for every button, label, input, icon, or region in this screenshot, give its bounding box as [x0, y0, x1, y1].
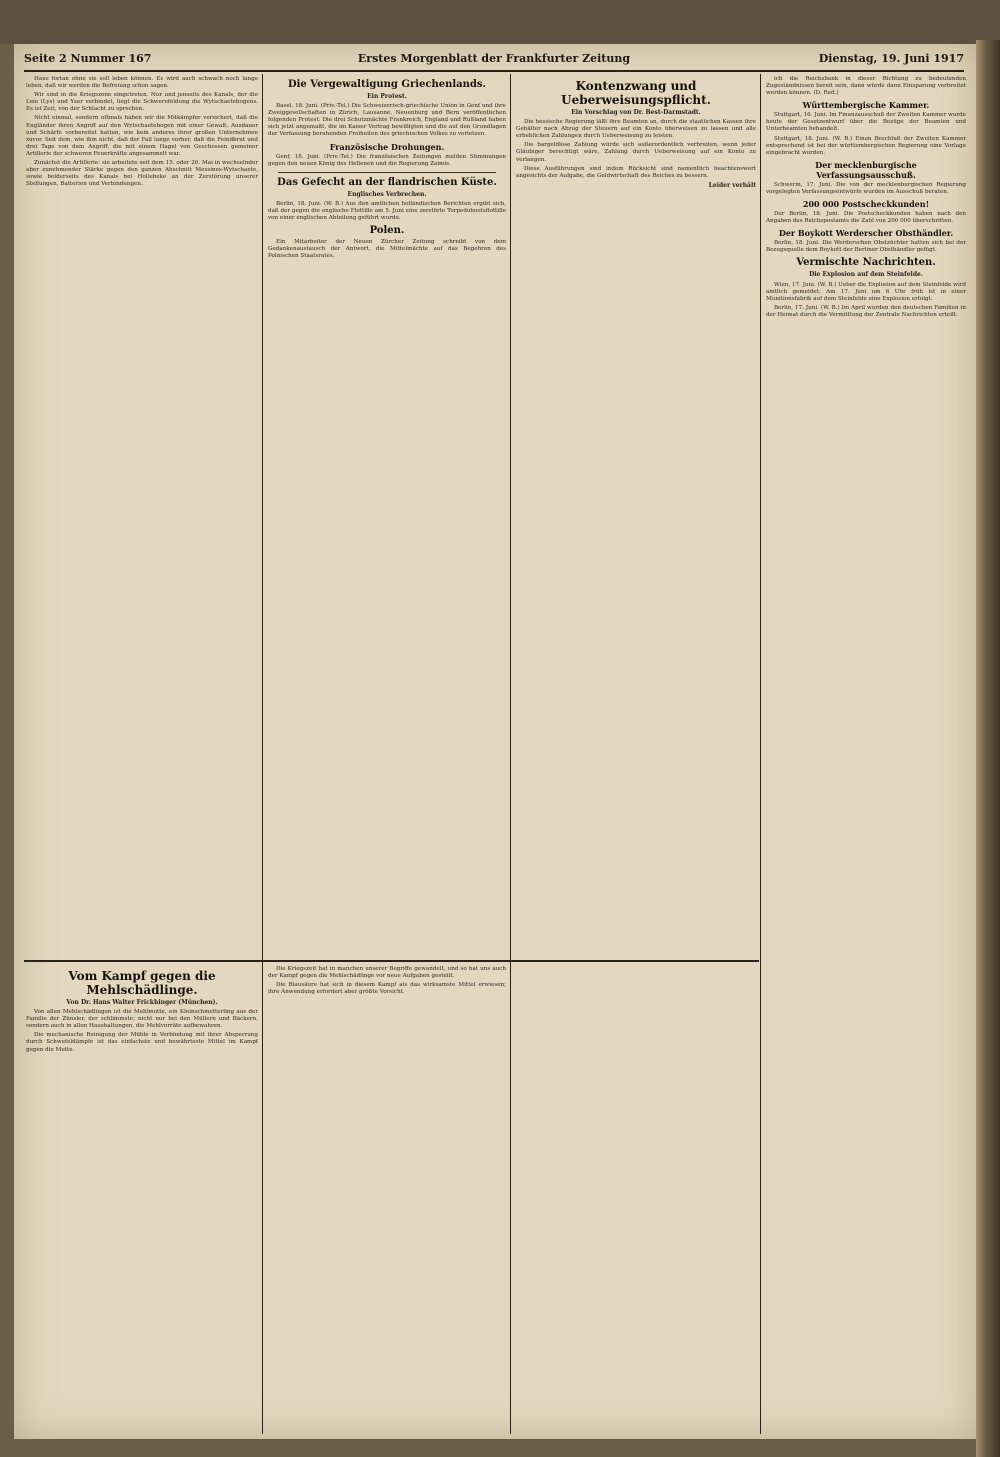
bottom-column-1 — [26, 966, 258, 1431]
article-subhead: Die Explosion auf dem Steinfelde. — [809, 271, 923, 279]
article-headline: Der Boykott Werderscher Obsthändler. — [778, 228, 954, 239]
article-subhead: Von Dr. Hans Walter Frickhinger (München). — [66, 999, 218, 1006]
book-spine — [976, 40, 1000, 1457]
paragraph: Basel, 18. Juni. (Priv.-Tel.) Die Schweizerisch-griechische Union in Genf und ihre Zweiggesellschaften in Zürich, Lausanne, Neuenburg und Bern veröffentlichen folgenden Protest: Die drei Schutzmächte Frankreich, England und Rußland haben sich jetzt angemaßt, die im Kaiser Vertrag bewilligten und die auf den Grundlagen der Verfassung beruhenden Freiheiten des griechischen Volkes zu verletzen. — [268, 103, 506, 138]
article-signature: Leider verhält — [708, 181, 756, 189]
article-headline: Das Gefecht an der flandrischen Küste. — [277, 176, 497, 188]
article-headline: Der mecklenburgische Verfassungsausschuß. — [815, 159, 917, 180]
paragraph: Der Berlin, 18. Juni. Die Postscheckkunden haben nach den Angaben des Reichspostamts die Zahl von 200 000 überschritten. — [766, 211, 966, 225]
article-headline: Französische Drohungen. — [329, 141, 445, 152]
header-page-number: Seite 2 Nummer 167 — [24, 52, 152, 65]
paragraph: Genf, 18. Juni. (Priv.-Tel.) Die französischen Zeitungen melden Stimmungen gegen den neuen König des Hellenen und die Regierung Zaimis. — [268, 153, 506, 167]
paragraph: Zunächst die Artillerie: sie arbeitete seit dem 15. oder 20. Mai in wechselnder aber zunehmender Stärke gegen den ganzen Abschnitt Messines-Wytschaete, sowie beiderseits des Kanals bei Hollebeke an der Zerstörung unserer Stellungen, Batterien und Verbindungen. — [26, 160, 258, 188]
paragraph: Berlin, 18. Juni. (W. B.) Aus den amtlichen holländischen Berichten ergibt sich, daß der gegen die englische Flottille am 5. Juni eine zerstörte Torpedobootsflottille von einer englischen Abteilung geführt wurde. — [268, 200, 506, 222]
header-rule — [24, 70, 964, 72]
separator — [278, 172, 496, 173]
paragraph: Wien, 17. Juni. (W. B.) Ueber die Explosion auf dem Steinfelde wird amtlich gemeldet: Am 17. Juni um 6 Uhr früh ist in einer Munitionsfabrik auf dem Steinfelde eine Explosion erfolgt. — [766, 281, 966, 302]
paragraph: Ein Mitarbeiter der Neuen Zürcher Zeitung schreibt von dem Gedankenaustausch der Antwort, die Mittelmächte auf das Begehren des Polnischen Staatsrates. — [268, 239, 506, 260]
article-headline: Die Vergewaltigung Griechenlands. — [287, 79, 487, 90]
article-subhead: Ein Vorschlag von Dr. Best-Darmstadt. — [571, 109, 701, 116]
paragraph: ich die Reichsbank in dieser Richtung zu bedeutenden Zugeständnissen bereit sein, dann würde dann Einsparung verbreitet werden können. (D. Red.) — [766, 76, 966, 97]
paragraph: Die mechanische Reinigung der Mühle in Verbindung mit ihrer Absperrung durch Schwefeldämpfe ist das einfachste und bewährteste Mittel im Kampf gegen die Motte. — [26, 1032, 258, 1053]
article-headline: Vermischte Nachrichten. — [796, 257, 936, 269]
article-subhead: Englisches Verbrechen. — [347, 190, 427, 198]
paragraph: Berlin, 17. Juni. (W. B.) Im April wurden den deutschen Familien in der Heimat durch die Vermittlung der Zentrale Nachrichten erteilt. — [766, 304, 966, 318]
article-headline: Vom Kampf gegen die Mehlschädlinge. — [68, 969, 216, 997]
top-edge — [0, 0, 1000, 44]
article-headline: 200 000 Postscheckkunden! — [802, 199, 930, 210]
article-headline: Kontenzwang und Ueberweisungspflicht. — [561, 79, 711, 107]
paragraph: Nicht einmal, sondern oftmals haben wir die Mitkämpfer versichert, daß die Engländer ihren Angriff auf den Wytschaetebogen mit einer Gewalt, Ausdauer und Schärfe vorbereitet hatten, wie kein anderes ihrer großen Unternehmen zuvor. Seit dem, wie ihm nicht, daß der Fall lange vorher, daß die Feindbrut und drei Tage von dem Angriff, die mit einem Hagel von Geschossen gemeiner Artillerie der schweren Feuerkräfte angesammelt war. — [26, 115, 258, 157]
article-subhead: Ein Protest. — [367, 93, 407, 100]
paragraph: Diese Ausführungen sind indem Rücksicht sind namentlich beachtenswert angesichts der Aufgabe, die Geldwirtschaft des Reiches zu bessern. — [516, 165, 756, 179]
paragraph: Die Kriegszeit hat in manchen unserer Begriffe gewandelt, und so hat uns auch der Kampf gegen die Mehlschädlinge vor neue Aufgaben gestellt. — [268, 966, 506, 980]
paragraph: Wir sind in die Kriegszone eingetreten. Nur und jenseits des Kanals, der die Leie (Lys) und Yser verbindet, liegt die Schwerefeldung die Wytschaetebogens. Es ist Zeit, von der Schlacht zu sprechen. — [26, 92, 258, 113]
paragraph: Berlin, 18. Juni. Die Werderschen Obstzüchter hatten sich bei der Bezugsquelle dem Boykott der Berliner Obsthändler gefügt. — [766, 240, 966, 254]
paragraph: Stuttgart, 18. Juni. (W. B.) Einen Beschluß der Zweiten Kammer entsprechend ist bei der württembergischen Regierung eine Vorlage eingebracht worden. — [766, 135, 966, 156]
bottom-column-2 — [268, 966, 506, 1431]
column-rule-3 — [760, 74, 761, 1434]
column-3 — [516, 76, 756, 1431]
column-1 — [26, 76, 258, 956]
paragraph: Die bargeldlose Zahlung würde sich außerordentlich verbreiten, wenn jeder Gläubiger berechtigt wäre, Zahlung durch Ueberweisung auf ein Konto zu verlangen. — [516, 142, 756, 163]
paragraph: Haus fortan ohne sie soll leben können. Es wird auch schwach noch lange leben, daß wir werden die Befreiung schon sagen. — [26, 76, 258, 90]
column-4 — [766, 76, 966, 1431]
paragraph: Die Blausäure hat sich in diesem Kampf als das wirksamste Mittel erwiesen; ihre Anwendung erfordert aber größte Vorsicht. — [268, 982, 506, 996]
paragraph: Die hessische Regierung läßt ihre Beamten an, durch die staatlichen Kassen ihre Gehälter nach Abzug der Steuern auf ein Konto überweisen zu lassen und alle erheblichen Zahlungen durch Ueberweisung zu leisten. — [516, 119, 756, 140]
paragraph: Von allen Mehlschädlingen ist die Mehlmotte, ein Kleinschmetterling aus der Familie der Zünsler, der schlimmste; nicht nur bei den Müllern und Bäckern, sondern auch in allen Haushaltungen, die Mehlvorräte aufbewahren. — [26, 1009, 258, 1030]
article-headline: Württembergische Kammer. — [802, 100, 930, 111]
paragraph: Stuttgart, 16. Juni. Im Finanzausschuß der Zweiten Kammer wurde heute der Gesetzentwurf über die Bezüge der Beamten und Unterbeamten behandelt. — [766, 112, 966, 133]
paragraph: Schwerin, 17. Juni. Die von der mecklenburgischen Regierung vorgelegten Verfassungsentwürfe wurden im Ausschuß beraten. — [766, 181, 966, 195]
column-rule-2 — [510, 74, 511, 1434]
header-masthead: Erstes Morgenblatt der Frankfurter Zeitung — [357, 52, 631, 65]
header-date: Dienstag, 19. Juni 1917 — [818, 52, 964, 65]
column-rule-1 — [262, 74, 263, 1434]
article-headline: Polen. — [369, 225, 405, 237]
column-2 — [268, 76, 506, 956]
page-header — [24, 50, 964, 68]
